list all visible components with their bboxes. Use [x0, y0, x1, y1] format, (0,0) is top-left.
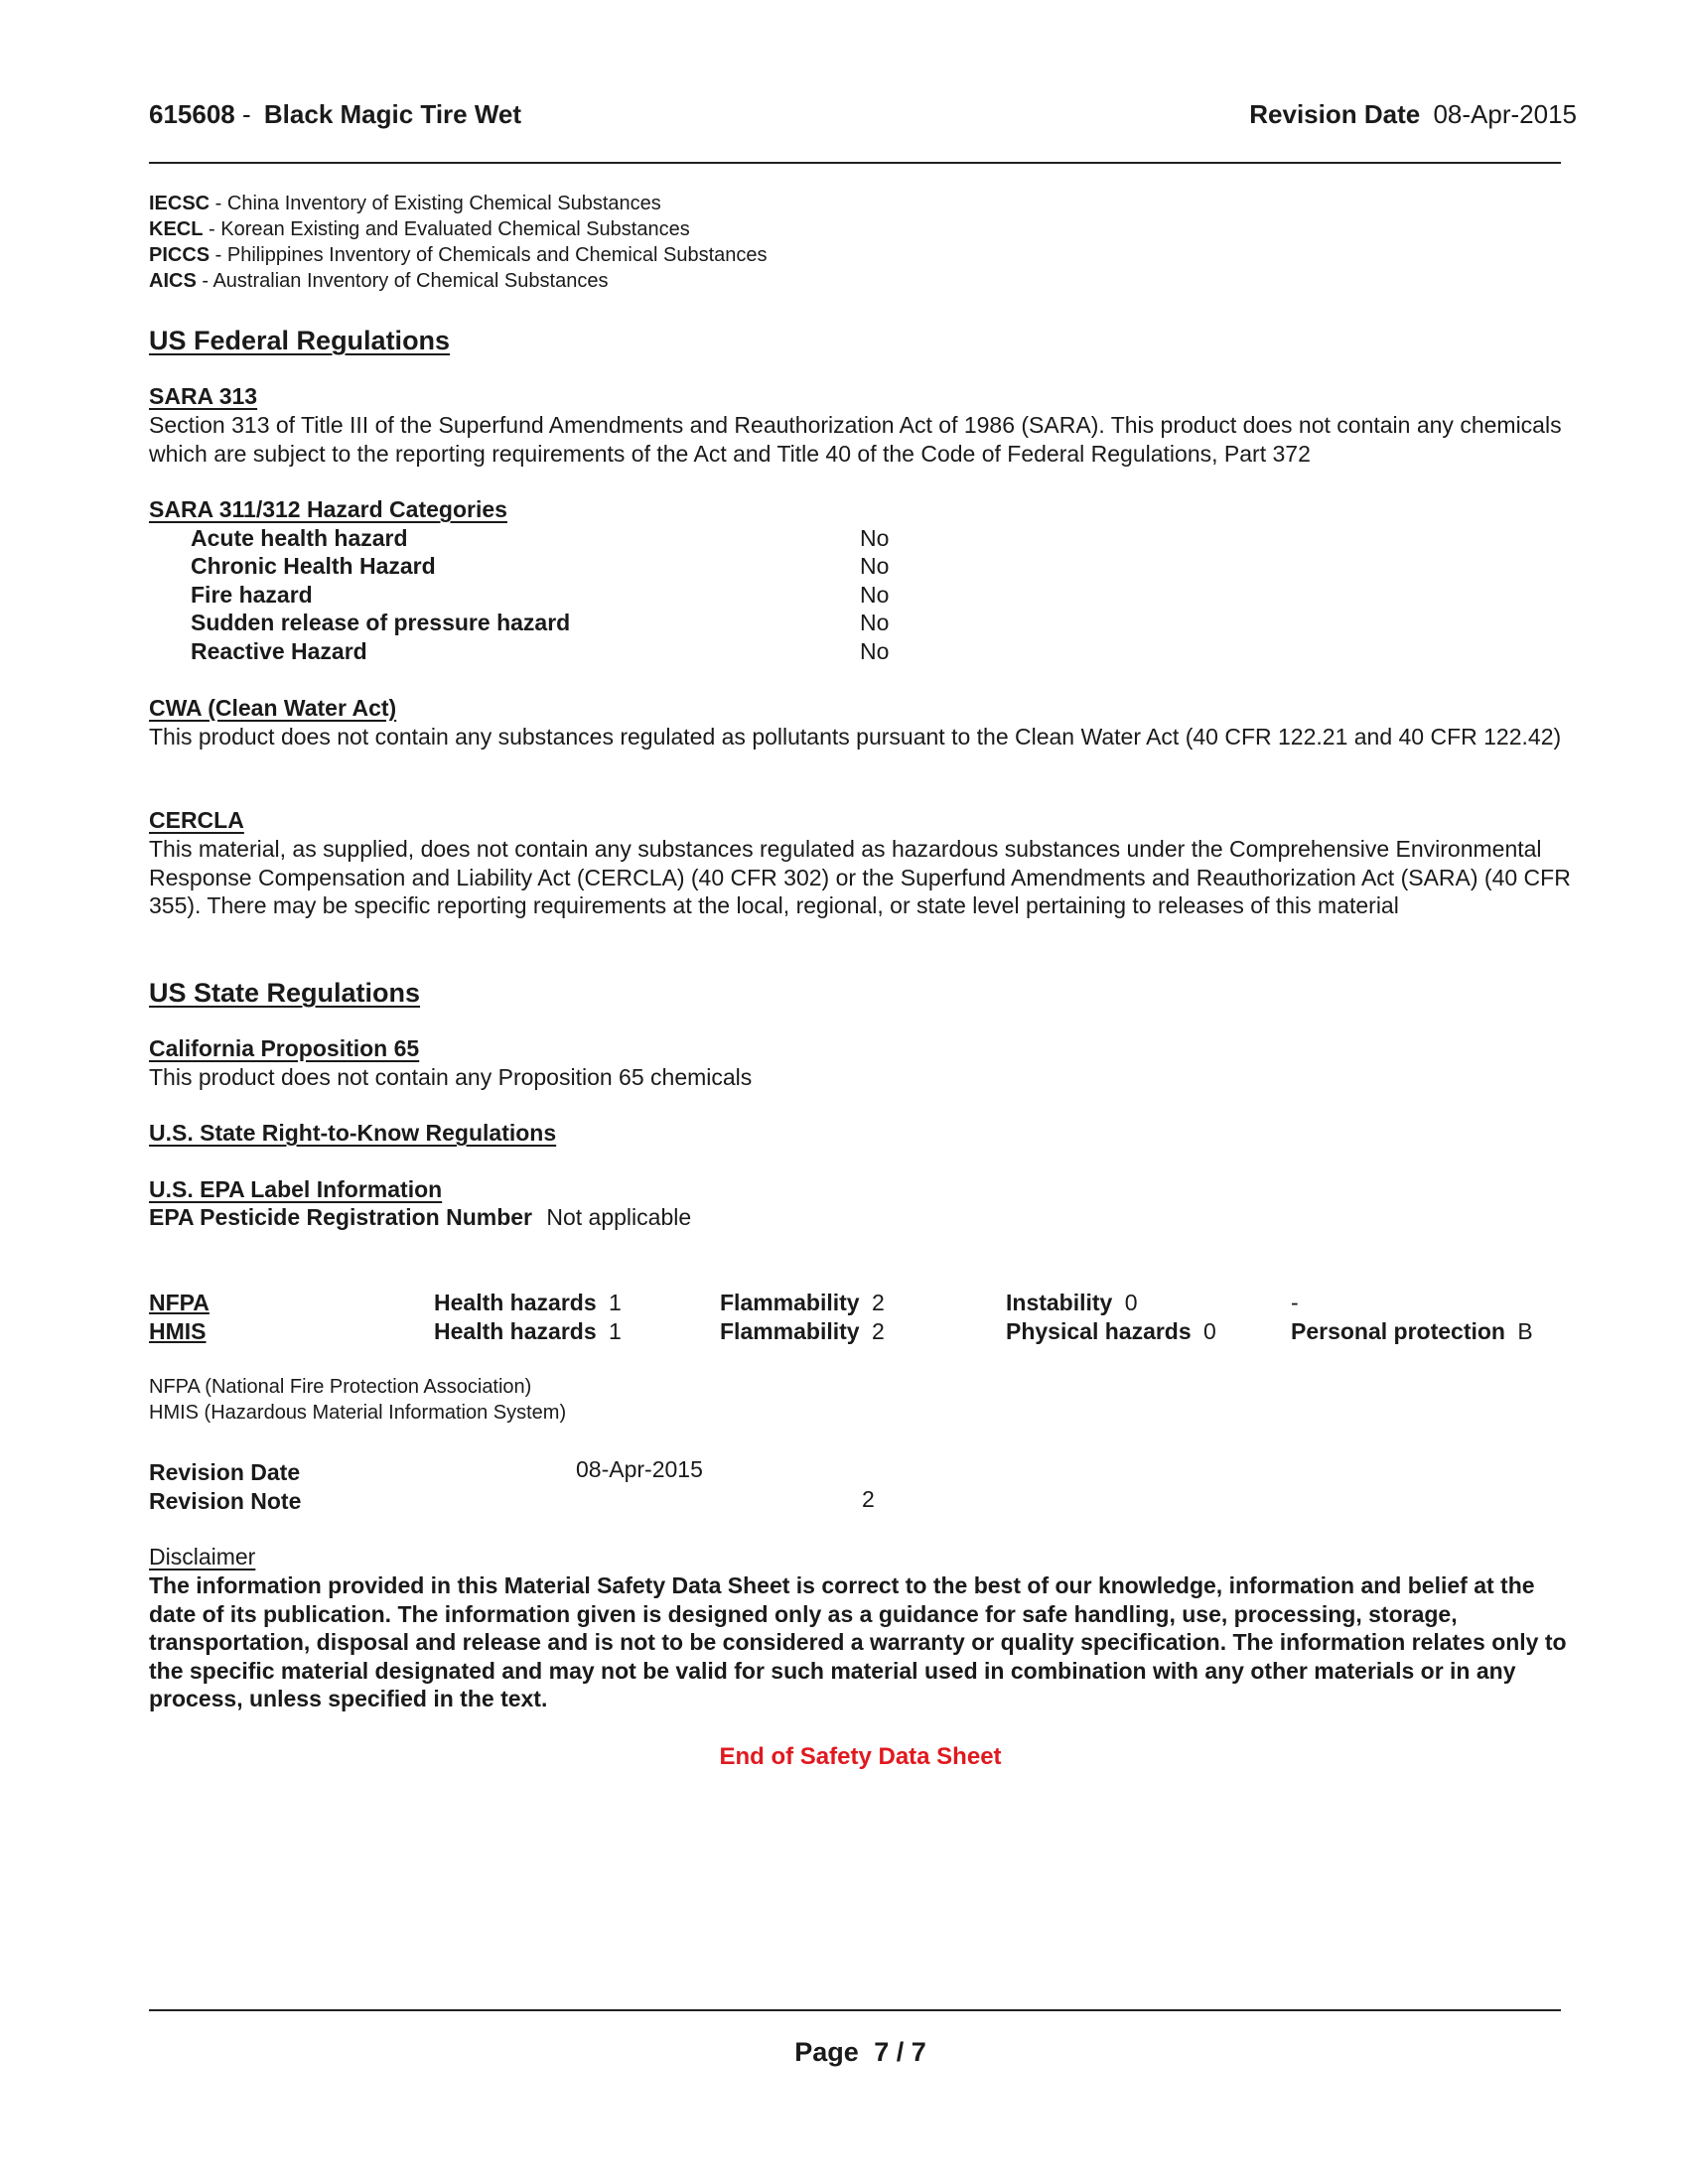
hazard-label: Reactive Hazard	[191, 638, 367, 664]
hazard-value: No	[860, 582, 890, 608]
nfpa-name: NFPA	[149, 1290, 210, 1315]
epa-label: EPA Pesticide Registration Number	[149, 1204, 532, 1230]
epa-value: Not applicable	[546, 1204, 692, 1230]
revision-date-value: 08-Apr-2015	[576, 1456, 703, 1482]
hazard-value: No	[860, 610, 890, 635]
hazard-value: No	[860, 525, 890, 551]
nfpa-flammability: Flammability 2	[720, 1290, 885, 1315]
section-title-federal: US Federal Regulations	[149, 326, 451, 355]
cercla-text: This material, as supplied, does not contain any substances regulated as hazardous substances under the Comprehensive Environmental Response Compensation and Liability Act (CERCLA) (40 CFR 302) or the Superfund Amendments and Reauthorization Act (SARA) (40 CFR 355). There may be specific reporting requirements at the local, regional, or state level pertaining to releases of this material	[149, 836, 1571, 918]
header-revision-label: Revision Date	[1249, 99, 1421, 129]
nfpa-instability: Instability 0	[1006, 1290, 1138, 1315]
inventory-item-aics: AICS - Australian Inventory of Chemical Substances	[149, 270, 609, 292]
inventory-item-iecsc: IECSC - China Inventory of Existing Chemical Substances	[149, 193, 661, 214]
prop65-text: This product does not contain any Proposition 65 chemicals	[149, 1064, 753, 1090]
page-number	[0, 2037, 1688, 2068]
cercla-title: CERCLA	[149, 807, 244, 833]
sara313-text: Section 313 of Title III of the Superfund Amendments and Reauthorization Act of 1986 (SARA). This product does not contain any chemicals which are subject to the reporting requirements of the Act and Title 40 of the Code of Federal Regulations, Part 372	[149, 412, 1562, 467]
inventory-item-kecl: KECL - Korean Existing and Evaluated Chemical Substances	[149, 218, 690, 240]
rtk-title: U.S. State Right-to-Know Regulations	[149, 1120, 557, 1146]
sara313-title: SARA 313	[149, 383, 258, 409]
revision-note-label: Revision Note	[149, 1488, 302, 1514]
product-code: 615608	[149, 99, 235, 129]
disclaimer-title: Disclaimer	[149, 1544, 256, 1570]
header-product	[149, 99, 521, 130]
inventory-item-piccs: PICCS - Philippines Inventory of Chemicals and Chemical Substances	[149, 244, 768, 266]
product-name: Black Magic Tire Wet	[263, 99, 522, 129]
cwa-text: This product does not contain any substances regulated as pollutants pursuant to the Clean Water Act (40 CFR 122.21 and 40 CFR 122.42)	[149, 724, 1562, 750]
disclaimer-text: The information provided in this Material Safety Data Sheet is correct to the best of our knowledge, information and belief at the date of its publication. The information given is designed only as a guidance for safe handling, use, processing, storage, transportation, disposal and release and is not to be considered a warranty or quality specification. The information relates only to the specific material designated and may not be valid for such material used in combination with any other materials or in any process, unless specified in the text.	[149, 1572, 1567, 1712]
sara311-title: SARA 311/312 Hazard Categories	[149, 496, 507, 522]
hmis-physical: Physical hazards 0	[1006, 1318, 1216, 1344]
header-revision-date: 08-Apr-2015	[1433, 99, 1577, 129]
hazard-label: Chronic Health Hazard	[191, 553, 436, 579]
hmis-health: Health hazards 1	[434, 1318, 622, 1344]
nfpa-full-name: NFPA (National Fire Protection Association)	[149, 1376, 532, 1398]
nfpa-health: Health hazards 1	[434, 1290, 622, 1315]
end-of-sheet: End of Safety Data Sheet	[719, 1743, 1002, 1770]
hazard-label: Acute health hazard	[191, 525, 408, 551]
hazard-label: Fire hazard	[191, 582, 313, 608]
hmis-personal-protection: Personal protection B	[1291, 1318, 1533, 1344]
hmis-flammability: Flammability 2	[720, 1318, 885, 1344]
header-divider	[149, 162, 1561, 164]
page-count: 7 / 7	[874, 2037, 926, 2067]
hazard-label: Sudden release of pressure hazard	[191, 610, 571, 635]
hazard-value: No	[860, 638, 890, 664]
header-separator: -	[242, 99, 251, 129]
epa-registration	[149, 1204, 691, 1231]
revision-date-label: Revision Date	[149, 1459, 301, 1485]
epa-title: U.S. EPA Label Information	[149, 1176, 443, 1202]
section-title-state: US State Regulations	[149, 978, 421, 1008]
cwa-title: CWA (Clean Water Act)	[149, 695, 397, 721]
hmis-name: HMIS	[149, 1318, 207, 1344]
header-revision	[1249, 99, 1577, 130]
prop65-title: California Proposition 65	[149, 1035, 420, 1061]
nfpa-special: -	[1291, 1290, 1299, 1315]
hmis-full-name: HMIS (Hazardous Material Information System)	[149, 1402, 567, 1424]
page-label: Page	[794, 2037, 859, 2067]
inventory-list	[149, 191, 768, 294]
hazard-value: No	[860, 553, 890, 579]
footer-divider	[149, 2009, 1561, 2011]
revision-note-value: 2	[862, 1486, 875, 1512]
ratings-legend	[149, 1374, 566, 1426]
